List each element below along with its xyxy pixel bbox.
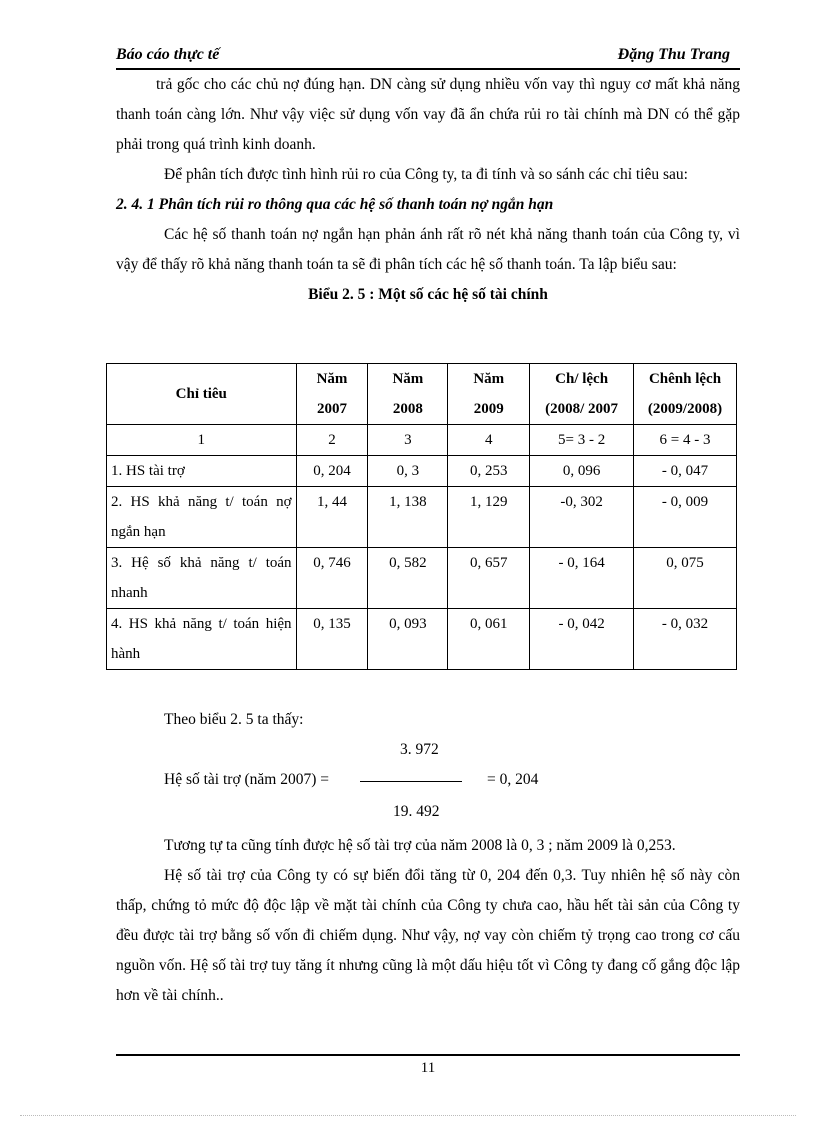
row-label: 3. Hệ số khả năng t/ toán nhanh: [107, 548, 297, 609]
value-cell: 0, 253: [448, 456, 530, 487]
paragraph-3: Các hệ số thanh toán nợ ngắn hạn phản ánh rất rõ nét khả năng thanh toán của Công ty, vì vậy để thấy rõ khả năng thanh toán ta sẽ đi phân tích các hệ số thanh toán. Ta lập biểu sau:: [116, 226, 740, 273]
row-label: 4. HS khả năng t/ toán hiện hành: [107, 609, 297, 670]
paragraph-5: Hệ số tài trợ của Công ty có sự biến đổi tăng từ 0, 204 đến 0,3. Tuy nhiên hệ số này còn thấp, chứng tỏ mức độ độc lập về mặt tài chính của Công ty chưa cao, hầu hết tài sản của Công ty đều được tài trợ bằng số vốn đi chiếm dụng. Như vậy, nợ vay còn chiếm tỷ trọng cao trong cơ cấu nguồn vốn. Hệ số tài trợ tuy tăng ít nhưng cũng là một dấu hiệu tốt vì Công ty đang cố gắng độc lập hơn về tài chính..: [116, 867, 740, 1004]
formula-numerator: 3. 972: [400, 741, 439, 758]
value-cell: - 0, 009: [634, 487, 737, 548]
value-cell: 0, 061: [448, 609, 530, 670]
section-heading: 2. 4. 1 Phân tích rủi ro thông qua các hệ số thanh toán nợ ngắn hạn: [116, 196, 554, 213]
value-cell: 0, 093: [368, 609, 448, 670]
index-cell: 4: [448, 425, 530, 456]
body-text: [116, 70, 740, 310]
table-row: [107, 609, 737, 670]
value-cell: 0, 135: [296, 609, 368, 670]
formula-denominator: 19. 492: [393, 803, 440, 820]
paragraph-1: trả gốc cho các chủ nợ đúng hạn. DN càng sử dụng nhiều vốn vay thì nguy cơ mất khả năng thanh toán càng lớn. Như vậy việc sử dụng vốn vay đã ẩn chứa rủi ro tài chính mà DN có thể gặp phải trong quá trình kinh doanh.: [116, 76, 740, 153]
value-cell: 0, 096: [530, 456, 634, 487]
row-label: 1. HS tài trợ: [107, 456, 297, 487]
ratio-formula: [116, 735, 740, 825]
index-cell: 3: [368, 425, 448, 456]
header-left: Báo cáo thực tế: [116, 46, 220, 63]
header-2007: Năm 2007: [296, 364, 368, 425]
value-cell: 0, 075: [634, 548, 737, 609]
value-cell: 1, 129: [448, 487, 530, 548]
value-cell: - 0, 047: [634, 456, 737, 487]
index-cell: 2: [296, 425, 368, 456]
page-footer: [116, 1054, 740, 1077]
value-cell: -0, 302: [530, 487, 634, 548]
analysis-text: [116, 705, 740, 1011]
value-cell: 1, 138: [368, 487, 448, 548]
header-right: Đặng Thu Trang: [617, 46, 730, 63]
header-chi-tieu: Chỉ tiêu: [107, 364, 297, 425]
value-cell: 0, 657: [448, 548, 530, 609]
row-label: 2. HS khả năng t/ toán nợ ngắn hạn: [107, 487, 297, 548]
table-row: [107, 456, 737, 487]
table-index-row: [107, 425, 737, 456]
formula-rhs: = 0, 204: [487, 771, 539, 788]
theo-line: Theo biểu 2. 5 ta thấy:: [164, 711, 304, 728]
header-diff-2009-2008: Chênh lệch (2009/2008): [634, 364, 737, 425]
header-2008: Năm 2008: [368, 364, 448, 425]
header-2009: Năm 2009: [448, 364, 530, 425]
value-cell: - 0, 032: [634, 609, 737, 670]
page-header: [116, 44, 740, 70]
value-cell: 0, 3: [368, 456, 448, 487]
value-cell: 1, 44: [296, 487, 368, 548]
paragraph-4: Tương tự ta cũng tính được hệ số tài trợ của năm 2008 là 0, 3 ; năm 2009 là 0,253.: [164, 837, 676, 854]
fraction-line: [360, 781, 462, 782]
value-cell: 0, 204: [296, 456, 368, 487]
table-row: [107, 487, 737, 548]
index-cell: 5= 3 - 2: [530, 425, 634, 456]
index-cell: 6 = 4 - 3: [634, 425, 737, 456]
value-cell: - 0, 042: [530, 609, 634, 670]
paragraph-2: Để phân tích được tình hình rủi ro của Công ty, ta đi tính và so sánh các chỉ tiêu sau:: [164, 166, 688, 183]
page-number: 11: [420, 1060, 436, 1076]
table-header-row: [107, 364, 737, 425]
index-cell: 1: [107, 425, 297, 456]
table-caption: Biểu 2. 5 : Một số các hệ số tài chính: [308, 286, 548, 303]
value-cell: - 0, 164: [530, 548, 634, 609]
table-row: [107, 548, 737, 609]
header-diff-2008-2007: Ch/ lệch (2008/ 2007: [530, 364, 634, 425]
formula-lhs: Hệ số tài trợ (năm 2007) =: [164, 771, 330, 788]
value-cell: 0, 746: [296, 548, 368, 609]
page-edge-divider: [20, 1115, 796, 1116]
financial-ratio-table: [106, 363, 737, 670]
value-cell: 0, 582: [368, 548, 448, 609]
